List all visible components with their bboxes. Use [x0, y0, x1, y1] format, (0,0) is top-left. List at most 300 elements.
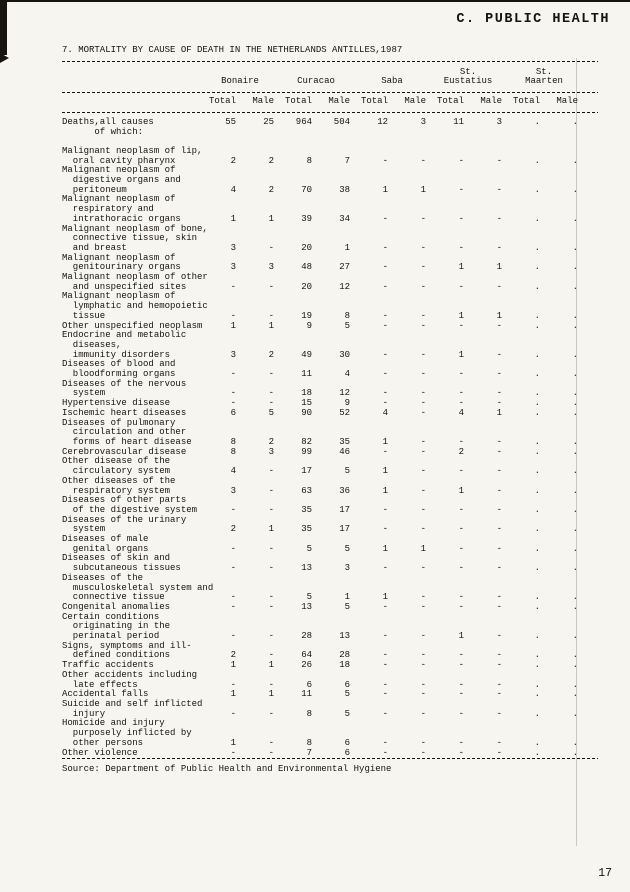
table-row — [62, 700, 598, 719]
row-values — [202, 118, 582, 128]
table-cell: - — [496, 679, 502, 690]
table-cell: - — [382, 446, 388, 457]
row-values — [202, 389, 582, 399]
table-cell: 28 — [301, 631, 312, 642]
table-cell: . — [534, 747, 540, 758]
table-cell: - — [420, 466, 426, 477]
table-cell: 4 — [458, 407, 464, 418]
row-values — [202, 283, 582, 293]
table-cell: - — [268, 281, 274, 292]
table-cell: - — [420, 679, 426, 690]
table-cell: - — [458, 184, 464, 195]
divider-under-groups — [62, 92, 598, 93]
table-cell: 1 — [496, 262, 502, 273]
table-cell: . — [572, 485, 578, 496]
table-cell: - — [230, 747, 236, 758]
table-cell: - — [420, 281, 426, 292]
table-row — [62, 749, 598, 759]
table-cell: 2 — [268, 437, 274, 447]
table-cell: 18 — [339, 660, 350, 671]
table-cell: 1 — [496, 407, 502, 418]
row-values — [202, 739, 582, 749]
row-label: Accidental falls — [62, 689, 149, 700]
table-cell: - — [496, 660, 502, 671]
table-cell: 1 — [268, 524, 274, 535]
column-header: Total — [360, 96, 388, 107]
table-row — [62, 254, 598, 273]
table-cell: 8 — [306, 737, 312, 748]
table-cell: 30 — [339, 349, 350, 360]
table-cell: - — [230, 563, 236, 574]
table-cell: 28 — [339, 650, 350, 661]
table-cell: - — [458, 737, 464, 748]
table-cell: 3 — [496, 116, 502, 127]
table-row — [62, 331, 598, 360]
divider-bottom — [62, 758, 598, 759]
table-cell: 70 — [301, 184, 312, 195]
table-cell: 3 — [230, 262, 236, 273]
table-cell: - — [268, 369, 274, 380]
table-cell: - — [420, 650, 426, 661]
table-cell: - — [496, 601, 502, 612]
row-values — [202, 438, 582, 448]
table-cell: . — [572, 504, 578, 515]
table-cell: - — [382, 679, 388, 690]
table-cell: . — [534, 407, 540, 418]
table-cell: - — [268, 708, 274, 719]
row-values — [202, 603, 582, 613]
table-row — [62, 118, 598, 137]
table-cell: 5 — [306, 543, 312, 554]
column-header: Total — [208, 96, 236, 107]
table-cell: . — [572, 398, 578, 409]
column-header: Male — [404, 96, 426, 107]
table-content — [62, 46, 598, 775]
table-cell: - — [268, 398, 274, 409]
table-cell: . — [534, 213, 540, 224]
table-cell: 17 — [339, 524, 350, 535]
table-cell: 1 — [420, 543, 426, 554]
table-cell: - — [382, 213, 388, 224]
table-cell: 1 — [230, 660, 236, 671]
table-cell: - — [458, 504, 464, 515]
table-cell: 4 — [344, 369, 350, 380]
table-cell: 2 — [458, 446, 464, 457]
row-values — [202, 263, 582, 273]
table-cell: 6 — [306, 679, 312, 690]
table-cell: 964 — [295, 116, 312, 127]
table-cell: - — [458, 155, 464, 166]
table-cell: - — [420, 320, 426, 331]
table-cell: . — [534, 631, 540, 642]
table-cell: 1 — [382, 543, 388, 554]
table-cell: - — [420, 407, 426, 418]
table-cell: . — [572, 407, 578, 418]
table-cell: . — [534, 466, 540, 477]
table-cell: . — [572, 446, 578, 457]
table-cell: 36 — [339, 485, 350, 496]
table-cell: . — [572, 466, 578, 477]
table-cell: - — [230, 281, 236, 292]
table-row — [62, 613, 598, 642]
column-header: Male — [252, 96, 274, 107]
table-row — [62, 360, 598, 379]
table-cell: . — [572, 349, 578, 360]
table-cell: - — [458, 281, 464, 292]
source-note: Source: Department of Public Health and Environmental Hygiene — [62, 764, 392, 775]
scan-edge-mark — [0, 53, 9, 63]
table-cell: - — [458, 660, 464, 671]
table-cell: 20 — [301, 242, 312, 253]
table-cell: - — [496, 689, 502, 700]
table-cell: - — [458, 320, 464, 331]
column-group-header: Curacao — [297, 76, 335, 87]
row-values — [202, 487, 582, 497]
row-label: Diseases of other parts of the digestive system — [62, 495, 198, 515]
table-cell: - — [496, 155, 502, 166]
table-cell: - — [382, 601, 388, 612]
table-cell: - — [382, 708, 388, 719]
table-cell: . — [534, 679, 540, 690]
table-cell: - — [268, 631, 274, 642]
table-cell: 1 — [382, 437, 388, 447]
table-cell: 48 — [301, 262, 312, 273]
table-cell: - — [268, 485, 274, 496]
table-row — [62, 719, 598, 748]
row-values — [202, 506, 582, 516]
table-cell: - — [458, 689, 464, 700]
table-cell: 38 — [339, 184, 350, 195]
row-label: Certain conditions originating in the perinatal period — [62, 611, 171, 642]
table-row — [62, 535, 598, 554]
table-cell: 2 — [268, 349, 274, 360]
table-cell: . — [534, 524, 540, 535]
table-cell: 1 — [268, 320, 274, 331]
table-cell: - — [420, 563, 426, 574]
table-cell: - — [496, 747, 502, 758]
table-cell: 13 — [339, 631, 350, 642]
row-values — [202, 215, 582, 225]
table-cell: 27 — [339, 262, 350, 273]
table-cell: - — [382, 737, 388, 748]
table-column-header-row — [62, 97, 598, 107]
column-header: Male — [328, 96, 350, 107]
table-cell: - — [420, 310, 426, 321]
table-cell: . — [534, 543, 540, 554]
table-cell: 7 — [306, 747, 312, 758]
row-values — [202, 545, 582, 555]
row-label: Other disease of the circulatory system — [62, 456, 171, 477]
table-cell: 2 — [230, 524, 236, 535]
table-cell: . — [572, 660, 578, 671]
row-values — [202, 651, 582, 661]
table-cell: - — [420, 737, 426, 748]
table-cell: - — [230, 504, 236, 515]
table-cell: . — [534, 388, 540, 399]
table-cell: 18 — [301, 388, 312, 399]
row-label: Diseases of pulmonary circulation and other forms of heart disease — [62, 417, 192, 447]
table-cell: 4 — [230, 184, 236, 195]
table-cell: - — [458, 437, 464, 447]
table-cell: - — [496, 466, 502, 477]
row-label: Malignant neoplasm of bone, connective tissue, skin and breast — [62, 223, 208, 253]
table-cell: - — [420, 631, 426, 642]
table-cell: - — [268, 466, 274, 477]
table-cell: - — [458, 242, 464, 253]
column-group-header: St. Maarten — [525, 66, 563, 87]
table-cell: - — [496, 242, 502, 253]
table-row — [62, 516, 598, 535]
row-values — [202, 632, 582, 642]
table-cell: . — [572, 369, 578, 380]
section-header: C. PUBLIC HEALTH — [456, 12, 610, 27]
table-cell: . — [572, 281, 578, 292]
table-cell: 9 — [344, 398, 350, 409]
table-cell: 1 — [382, 485, 388, 496]
table-cell: - — [458, 679, 464, 690]
table-cell: - — [230, 679, 236, 690]
table-cell: 35 — [301, 524, 312, 535]
table-cell: - — [458, 650, 464, 661]
table-cell: - — [268, 563, 274, 574]
table-cell: - — [496, 184, 502, 195]
table-row — [62, 496, 598, 515]
table-cell: - — [496, 563, 502, 574]
table-cell: 3 — [268, 446, 274, 457]
table-cell: - — [420, 592, 426, 603]
table-cell: . — [572, 242, 578, 253]
column-group-header: Bonaire — [221, 76, 259, 87]
table-cell: - — [268, 242, 274, 253]
table-cell: - — [268, 650, 274, 661]
table-cell: - — [420, 388, 426, 399]
table-cell: . — [534, 504, 540, 515]
column-header: Total — [512, 96, 540, 107]
table-cell: 2 — [230, 650, 236, 661]
table-cell: . — [534, 437, 540, 447]
table-cell: . — [534, 708, 540, 719]
table-cell: 3 — [230, 349, 236, 360]
row-values — [202, 467, 582, 477]
row-label: Suicide and self inflicted injury — [62, 698, 203, 719]
table-cell: . — [534, 349, 540, 360]
table-row — [62, 457, 598, 476]
table-cell: 12 — [339, 388, 350, 399]
table-cell: 2 — [230, 155, 236, 166]
row-label: Malignant neoplasm of other and unspecified sites — [62, 272, 208, 292]
row-label: Other diseases of the respiratory system — [62, 475, 176, 496]
row-label: Other accidents including late effects — [62, 669, 198, 690]
table-cell: 13 — [301, 563, 312, 574]
table-cell: 1 — [268, 213, 274, 224]
table-cell: 3 — [344, 563, 350, 574]
table-cell: - — [496, 543, 502, 554]
table-cell: 1 — [344, 242, 350, 253]
table-row — [62, 477, 598, 496]
table-cell: - — [496, 388, 502, 399]
table-cell: - — [420, 446, 426, 457]
table-cell: 9 — [306, 320, 312, 331]
row-values — [202, 661, 582, 671]
row-label: Other unspecified neoplasm — [62, 320, 203, 331]
row-values — [202, 749, 582, 759]
table-row — [62, 166, 598, 195]
table-cell: 26 — [301, 660, 312, 671]
table-cell: - — [268, 747, 274, 758]
table-cell: 17 — [301, 466, 312, 477]
table-title: 7. MORTALITY BY CAUSE OF DEATH IN THE NETHERLANDS ANTILLES,1987 — [62, 45, 403, 55]
table-cell: - — [382, 369, 388, 380]
table-cell: - — [230, 708, 236, 719]
table-cell: . — [534, 242, 540, 253]
table-cell: 2 — [268, 184, 274, 195]
table-cell: - — [382, 504, 388, 515]
table-cell: . — [572, 262, 578, 273]
page-number: 17 — [598, 867, 612, 880]
table-cell: 6 — [344, 747, 350, 758]
table-row — [62, 147, 598, 166]
table-row — [62, 292, 598, 321]
table-cell: - — [458, 398, 464, 409]
table-cell: 8 — [344, 310, 350, 321]
table-cell: - — [230, 601, 236, 612]
table-cell: - — [230, 388, 236, 399]
table-cell: 1 — [458, 310, 464, 321]
table-cell: . — [572, 601, 578, 612]
table-cell: - — [496, 737, 502, 748]
table-cell: 1 — [230, 689, 236, 700]
table-cell: 5 — [344, 708, 350, 719]
table-cell: - — [420, 504, 426, 515]
table-cell: 19 — [301, 310, 312, 321]
table-cell: - — [382, 689, 388, 700]
table-cell: 8 — [230, 437, 236, 447]
table-cell: 15 — [301, 398, 312, 409]
table-cell: . — [534, 398, 540, 409]
row-label: Traffic accidents — [62, 660, 154, 671]
table-cell: - — [268, 601, 274, 612]
column-header: Total — [284, 96, 312, 107]
table-cell: . — [572, 679, 578, 690]
table-cell: . — [572, 689, 578, 700]
table-cell: - — [382, 388, 388, 399]
table-cell: . — [534, 563, 540, 574]
row-label: Other violence — [62, 747, 138, 758]
divider-top — [62, 61, 598, 62]
table-cell: - — [420, 398, 426, 409]
table-cell: 1 — [496, 310, 502, 321]
table-row — [62, 554, 598, 573]
table-cell: - — [382, 660, 388, 671]
row-values — [202, 525, 582, 535]
table-cell: - — [420, 601, 426, 612]
table-cell: - — [458, 563, 464, 574]
table-cell: - — [382, 398, 388, 409]
table-cell: 5 — [344, 601, 350, 612]
table-cell: . — [534, 262, 540, 273]
table-cell: - — [420, 689, 426, 700]
table-cell: . — [572, 184, 578, 195]
table-cell: - — [230, 398, 236, 409]
table-cell: . — [572, 116, 578, 127]
table-cell: 8 — [230, 446, 236, 457]
table-cell: 6 — [230, 407, 236, 418]
table-cell: 1 — [230, 737, 236, 748]
table-cell: 12 — [339, 281, 350, 292]
table-cell: - — [458, 708, 464, 719]
row-label: Diseases of the urinary system — [62, 514, 187, 535]
table-cell: 82 — [301, 437, 312, 447]
row-label: Malignant neoplasm of respiratory and intrathoracic organs — [62, 194, 181, 224]
table-cell: 1 — [230, 320, 236, 331]
table-cell: - — [496, 437, 502, 447]
table-cell: - — [382, 155, 388, 166]
table-cell: - — [458, 747, 464, 758]
table-cell: - — [230, 592, 236, 603]
table-cell: - — [458, 369, 464, 380]
table-cell: 1 — [230, 213, 236, 224]
row-values — [202, 322, 582, 332]
table-cell: - — [458, 592, 464, 603]
row-label: Hypertensive disease — [62, 398, 171, 409]
table-cell: . — [534, 281, 540, 292]
row-label: Homicide and injury purposely inflicted by other persons — [62, 718, 192, 748]
table-cell: - — [268, 310, 274, 321]
table-cell: 5 — [344, 320, 350, 331]
table-cell: . — [572, 543, 578, 554]
table-cell: . — [534, 155, 540, 166]
table-cell: - — [420, 262, 426, 273]
row-values — [202, 681, 582, 691]
row-label: Malignant neoplasm of genitourinary organs — [62, 252, 181, 273]
table-cell: 1 — [382, 466, 388, 477]
column-group-header: St. Eustatius — [443, 66, 493, 87]
table-cell: - — [496, 485, 502, 496]
table-body — [62, 118, 598, 758]
table-cell: . — [572, 155, 578, 166]
table-cell: 6 — [344, 679, 350, 690]
scan-top-edge-artifact — [0, 0, 630, 2]
column-header: Male — [556, 96, 578, 107]
table-cell: . — [534, 689, 540, 700]
table-row — [62, 419, 598, 448]
table-cell: - — [420, 524, 426, 535]
table-cell: 12 — [377, 116, 388, 127]
table-cell: . — [534, 446, 540, 457]
table-cell: - — [382, 650, 388, 661]
row-label: Diseases of the musculoskeletal system and connective tissue — [62, 572, 214, 603]
table-cell: - — [382, 747, 388, 758]
table-cell: - — [458, 466, 464, 477]
row-values — [202, 186, 582, 196]
table-cell: - — [496, 320, 502, 331]
table-cell: 35 — [339, 437, 350, 447]
table-cell: - — [382, 242, 388, 253]
row-label: Ischemic heart diseases — [62, 407, 187, 418]
table-cell: . — [572, 388, 578, 399]
table-cell: - — [496, 708, 502, 719]
table-cell: - — [382, 631, 388, 642]
table-cell: 1 — [344, 592, 350, 603]
table-cell: - — [458, 213, 464, 224]
table-cell: . — [534, 184, 540, 195]
table-cell: - — [382, 524, 388, 535]
table-cell: 3 — [230, 242, 236, 253]
table-cell: 39 — [301, 213, 312, 224]
table-cell: . — [534, 369, 540, 380]
table-cell: - — [420, 708, 426, 719]
table-cell: 11 — [301, 689, 312, 700]
